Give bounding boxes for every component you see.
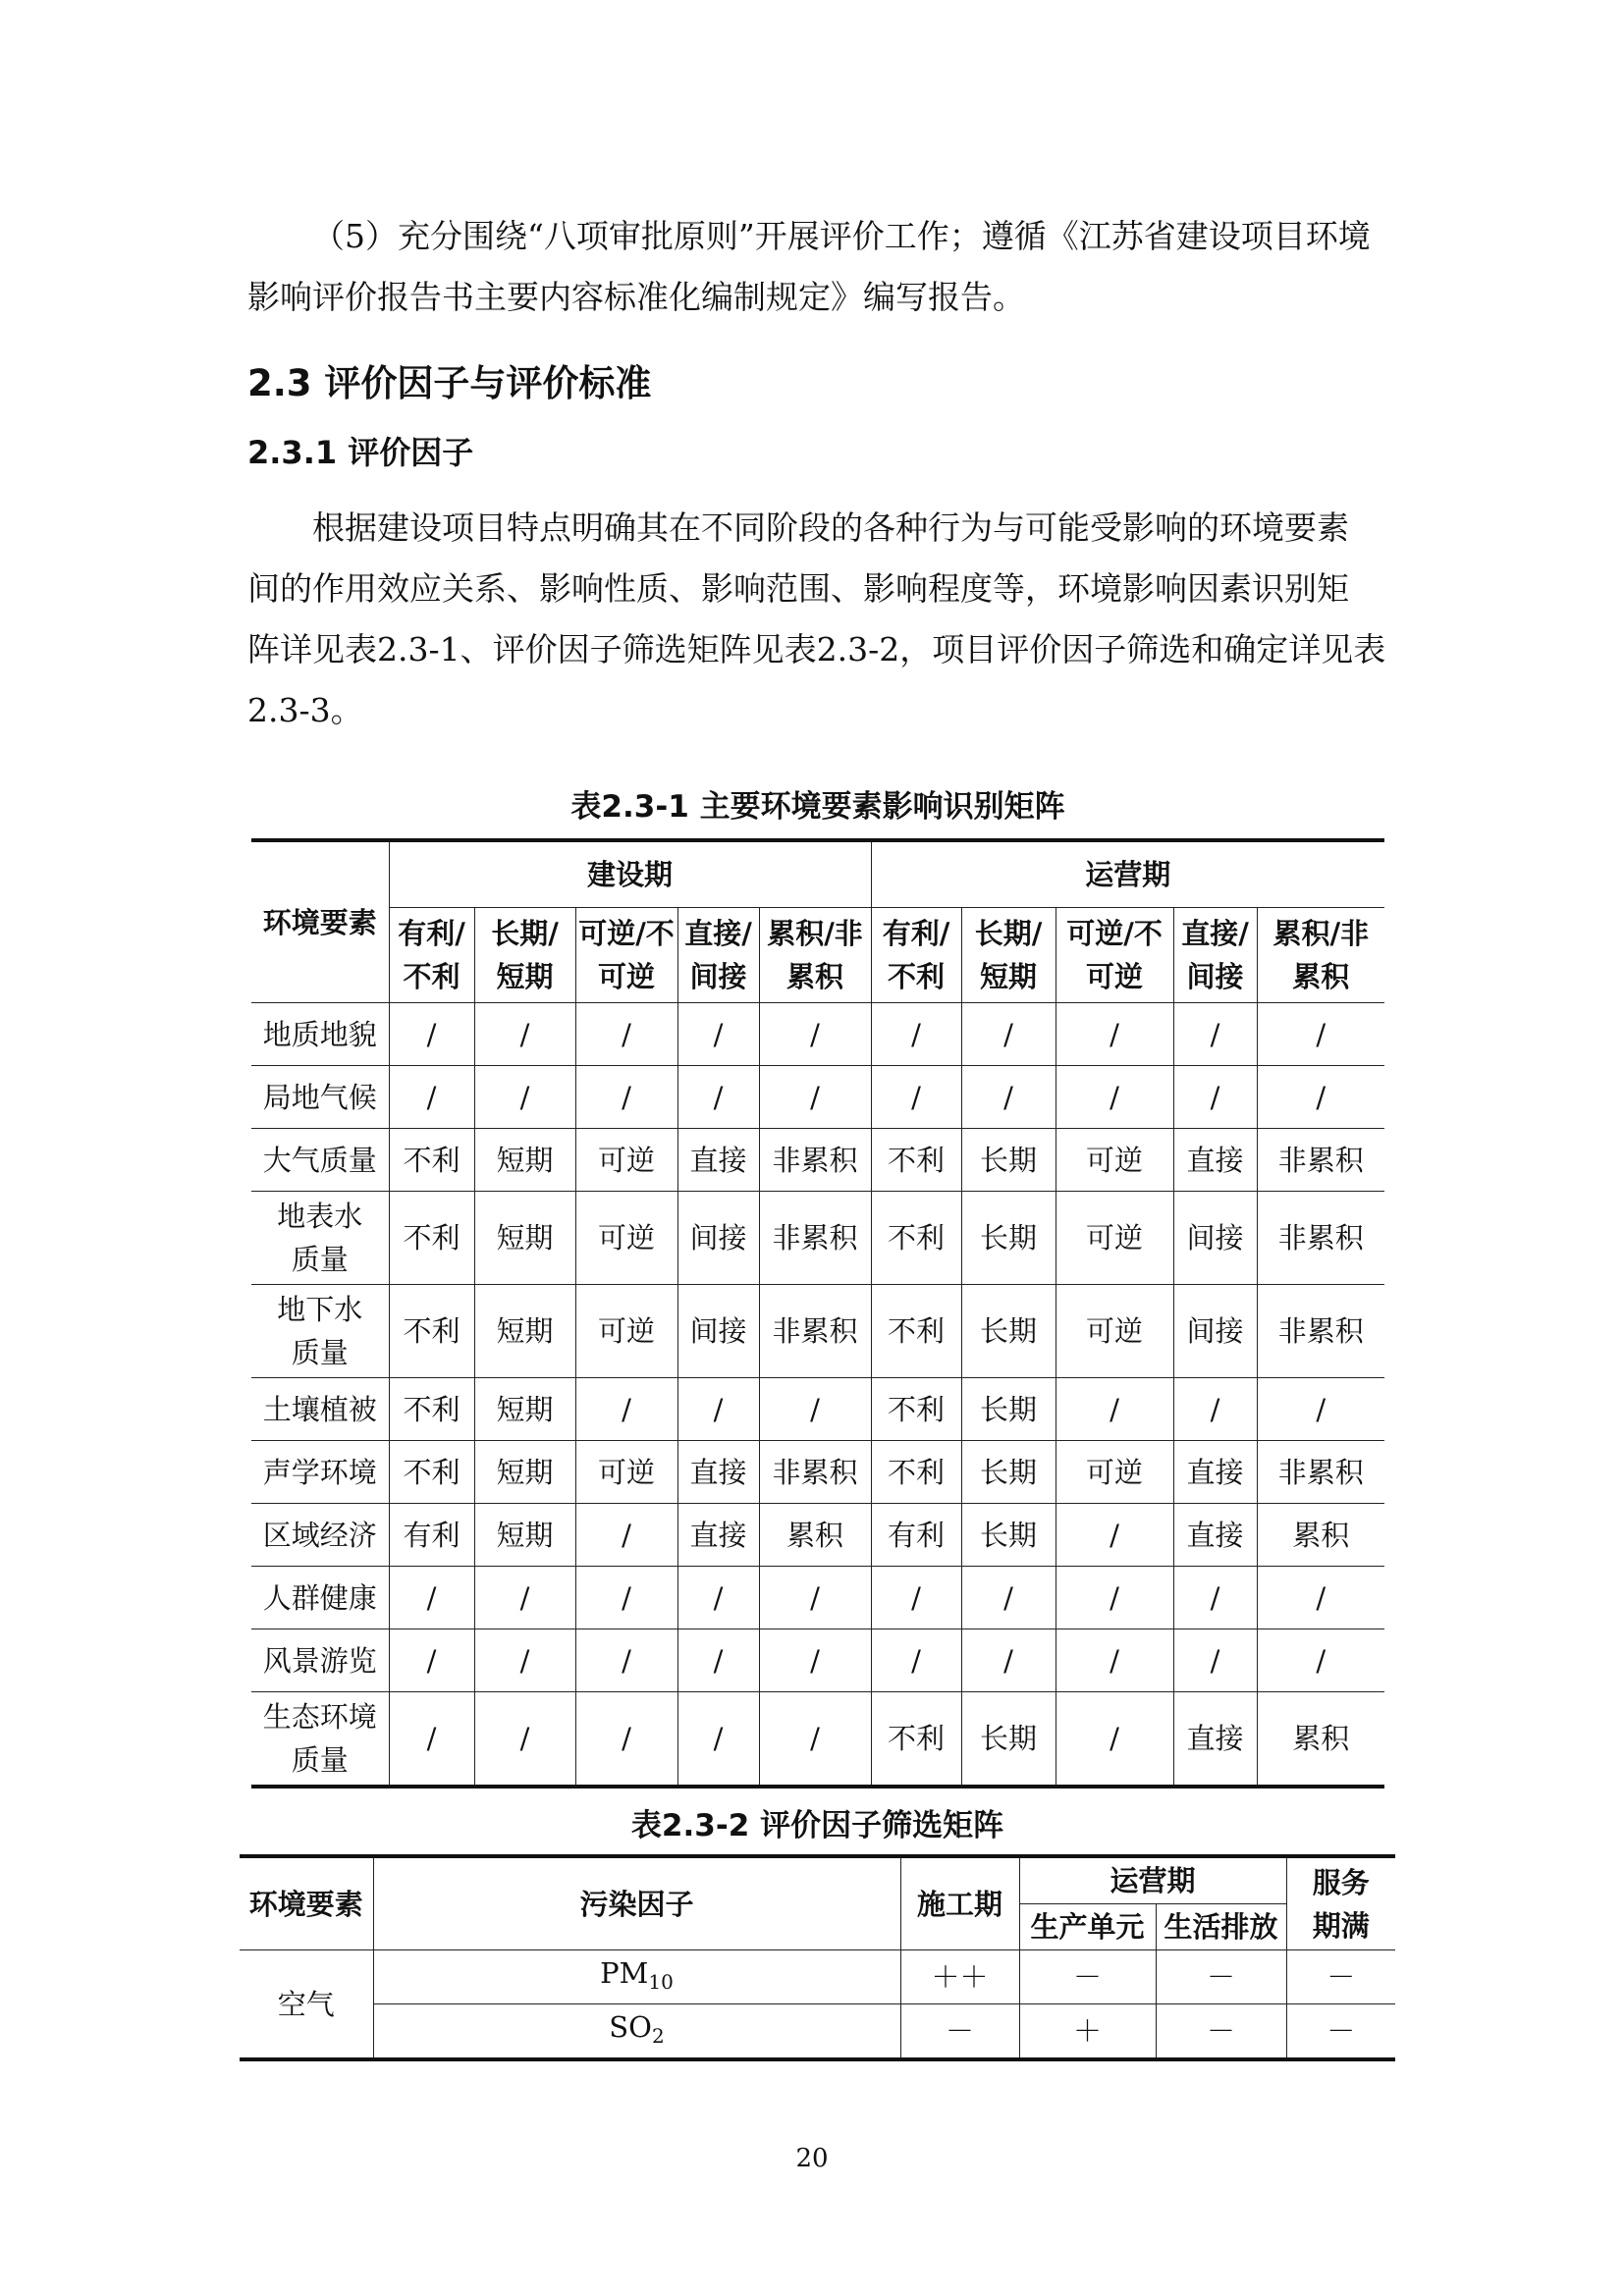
table-cell: / xyxy=(389,1629,474,1692)
row-label xyxy=(251,1567,389,1629)
table-cell: 直接 xyxy=(677,1441,759,1504)
factor-main: PM xyxy=(600,1955,649,1990)
column-subheader xyxy=(1173,908,1257,1003)
table-cell: / xyxy=(1173,1066,1257,1129)
table-cell-service: － xyxy=(1286,1950,1395,2004)
row-label xyxy=(251,1378,389,1441)
table-cell: 非累积 xyxy=(759,1441,871,1504)
table-cell: 不利 xyxy=(871,1129,961,1192)
table-cell: 不利 xyxy=(389,1378,474,1441)
section-heading: 2.3 评价因子与评价标准 xyxy=(247,362,652,404)
cell-text-line: 地表水 xyxy=(277,1200,363,1233)
header-row xyxy=(240,1856,1395,1904)
table-cell-service: － xyxy=(1286,2004,1395,2060)
table-cell: 非累积 xyxy=(1257,1285,1384,1378)
paragraph-line: 间的作用效应关系、影响性质、影响范围、影响程度等，环境影响因素识别矩 xyxy=(247,569,1349,608)
column-header-service-end xyxy=(1286,1856,1395,1950)
table-cell: 不利 xyxy=(871,1378,961,1441)
table-cell: 直接 xyxy=(677,1129,759,1192)
table-cell: 累积 xyxy=(1257,1504,1384,1567)
table-cell: 可逆 xyxy=(1056,1129,1173,1192)
table-cell: 直接 xyxy=(677,1504,759,1567)
cell-text-line: 累积 xyxy=(1292,960,1350,993)
cell-text-line: 可逆/不 xyxy=(578,917,675,950)
table-cell: 间接 xyxy=(677,1192,759,1285)
table-cell: / xyxy=(389,1567,474,1629)
table-cell: 长期 xyxy=(961,1378,1056,1441)
table-cell: / xyxy=(575,1066,677,1129)
table-row xyxy=(240,1950,1395,2004)
cell-text-line: 风景游览 xyxy=(262,1643,377,1678)
table-cell: 可逆 xyxy=(575,1441,677,1504)
cell-text-line: 长期/ xyxy=(974,917,1043,950)
column-subheader xyxy=(759,908,871,1003)
factor-screening-matrix xyxy=(240,1854,1395,2061)
cell-text-line: 大气质量 xyxy=(262,1143,377,1177)
table-cell: 长期 xyxy=(961,1692,1056,1788)
table-cell: 不利 xyxy=(389,1192,474,1285)
table-cell: / xyxy=(961,1567,1056,1629)
row-label xyxy=(251,1192,389,1285)
table-cell-production: ＋ xyxy=(1019,2004,1156,2060)
table-cell: 长期 xyxy=(961,1504,1056,1567)
cell-text-line: 生态环境 xyxy=(262,1700,377,1734)
paragraph-line: 2.3-3。 xyxy=(247,691,363,729)
table-cell: 非累积 xyxy=(759,1285,871,1378)
table-row xyxy=(251,1629,1384,1692)
cell-text-line: 地质地貌 xyxy=(262,1017,377,1051)
cell-text-line: 累积/非 xyxy=(767,917,863,950)
table-cell: / xyxy=(474,1629,575,1692)
table-cell: / xyxy=(759,1567,871,1629)
table-cell: / xyxy=(1257,1066,1384,1129)
row-label xyxy=(251,1441,389,1504)
impact-identification-matrix xyxy=(251,838,1384,1789)
cell-text-line: 质量 xyxy=(291,1743,349,1777)
cell-text-line: 服务 xyxy=(1312,1865,1370,1899)
table-cell: 非累积 xyxy=(1257,1192,1384,1285)
table-cell: / xyxy=(871,1066,961,1129)
row-label xyxy=(251,1066,389,1129)
table-cell: / xyxy=(871,1567,961,1629)
group-label-air: 空气 xyxy=(240,1950,373,2060)
table-cell: 间接 xyxy=(1173,1285,1257,1378)
table-cell: 短期 xyxy=(474,1129,575,1192)
column-header-factor: 污染因子 xyxy=(373,1856,900,1950)
table-cell: 直接 xyxy=(1173,1129,1257,1192)
table-cell: / xyxy=(474,1567,575,1629)
table-cell: 短期 xyxy=(474,1504,575,1567)
table-cell: 长期 xyxy=(961,1192,1056,1285)
table-cell: / xyxy=(575,1629,677,1692)
cell-text-line: 短期 xyxy=(496,960,554,993)
table-cell: / xyxy=(474,1692,575,1788)
header-row xyxy=(251,840,1384,908)
table-row xyxy=(251,1066,1384,1129)
table-cell: 不利 xyxy=(871,1441,961,1504)
table-cell: / xyxy=(575,1692,677,1788)
table-cell: / xyxy=(677,1378,759,1441)
table-cell: 短期 xyxy=(474,1192,575,1285)
table-cell: / xyxy=(677,1003,759,1066)
factor-subscript: 10 xyxy=(648,1969,674,1994)
table-cell: 非累积 xyxy=(1257,1441,1384,1504)
table-row xyxy=(251,1441,1384,1504)
table-cell: 可逆 xyxy=(1056,1285,1173,1378)
paragraph-line: 影响评价报告书主要内容标准化编制规定》编写报告。 xyxy=(247,278,1025,316)
paragraph-factors-intro xyxy=(247,498,1386,741)
table-cell: 有利 xyxy=(871,1504,961,1567)
cell-text-line: 有利/ xyxy=(882,917,950,950)
table-cell: / xyxy=(759,1378,871,1441)
cell-text-line: 质量 xyxy=(291,1243,349,1276)
table-cell: / xyxy=(961,1629,1056,1692)
table-cell: 不利 xyxy=(871,1692,961,1788)
table-cell: / xyxy=(759,1066,871,1129)
column-header-construction-phase: 建设期 xyxy=(389,840,871,908)
table-cell: 直接 xyxy=(1173,1692,1257,1788)
table-cell: 直接 xyxy=(1173,1441,1257,1504)
cell-text-line: 累积/非 xyxy=(1272,917,1370,950)
table-row xyxy=(251,1192,1384,1285)
table-row xyxy=(251,1285,1384,1378)
table-cell: / xyxy=(677,1692,759,1788)
paragraph-line: 根据建设项目特点明确其在不同阶段的各种行为与可能受影响的环境要素 xyxy=(312,508,1349,547)
subsection-heading: 2.3.1 评价因子 xyxy=(247,434,474,471)
table-row xyxy=(251,1003,1384,1066)
table-cell: / xyxy=(575,1504,677,1567)
cell-text-line: 局地气候 xyxy=(262,1080,377,1114)
table-cell: / xyxy=(961,1003,1056,1066)
row-label xyxy=(251,1504,389,1567)
cell-text-line: 地下水 xyxy=(277,1293,363,1326)
column-header-env: 环境要素 xyxy=(240,1856,373,1950)
column-subheader xyxy=(575,908,677,1003)
table-cell: 不利 xyxy=(871,1192,961,1285)
row-label xyxy=(251,1692,389,1788)
table-cell: / xyxy=(575,1567,677,1629)
factor-subscript: 2 xyxy=(651,2023,665,2048)
column-subheader xyxy=(474,908,575,1003)
cell-text-line: 直接/ xyxy=(684,917,752,950)
table-cell: 间接 xyxy=(677,1285,759,1378)
table-cell: / xyxy=(759,1629,871,1692)
cell-text-line: 不利 xyxy=(888,960,946,993)
table-cell: / xyxy=(1173,1003,1257,1066)
table-cell: / xyxy=(389,1003,474,1066)
table-cell: / xyxy=(1056,1504,1173,1567)
table-cell: 不利 xyxy=(389,1129,474,1192)
table-cell: / xyxy=(1257,1567,1384,1629)
column-header-operation: 运营期 xyxy=(1019,1856,1286,1904)
table-cell: 短期 xyxy=(474,1285,575,1378)
table-cell: 短期 xyxy=(474,1441,575,1504)
factor-main: SO xyxy=(609,2009,652,2044)
table-cell: 不利 xyxy=(871,1285,961,1378)
column-header-production: 生产单元 xyxy=(1019,1904,1156,1950)
table-cell: 可逆 xyxy=(575,1285,677,1378)
cell-text-line: 间接 xyxy=(689,960,747,993)
column-header-construction: 施工期 xyxy=(900,1856,1019,1950)
table-cell: / xyxy=(389,1692,474,1788)
row-label xyxy=(251,1003,389,1066)
table-cell: / xyxy=(1056,1629,1173,1692)
table-cell-construction: ＋＋ xyxy=(900,1950,1019,2004)
table-cell: / xyxy=(1056,1003,1173,1066)
cell-text-line: 期满 xyxy=(1312,1908,1370,1943)
column-subheader xyxy=(1257,908,1384,1003)
table-cell: / xyxy=(1257,1378,1384,1441)
row-label xyxy=(251,1285,389,1378)
cell-text-line: 声学环境 xyxy=(262,1455,377,1489)
cell-text-line: 有利/ xyxy=(398,917,465,950)
cell-text-line: 不利 xyxy=(403,960,460,993)
cell-text-line: 可逆 xyxy=(597,960,655,993)
cell-text-line: 土壤植被 xyxy=(262,1392,377,1426)
table-cell: / xyxy=(677,1629,759,1692)
cell-text-line: 区域经济 xyxy=(262,1518,377,1552)
table-cell: 非累积 xyxy=(759,1192,871,1285)
table-cell: / xyxy=(677,1066,759,1129)
table-cell: 间接 xyxy=(1173,1192,1257,1285)
table-cell: / xyxy=(1257,1629,1384,1692)
table-cell: 长期 xyxy=(961,1441,1056,1504)
page-number: 20 xyxy=(795,2144,829,2173)
table-cell: 长期 xyxy=(961,1285,1056,1378)
cell-text-line: 累积 xyxy=(786,960,844,993)
table-cell: / xyxy=(1056,1692,1173,1788)
table-cell-construction: － xyxy=(900,2004,1019,2060)
cell-text-line: 间接 xyxy=(1186,960,1244,993)
table-cell: / xyxy=(575,1003,677,1066)
table-row xyxy=(251,1567,1384,1629)
table-cell-living: － xyxy=(1156,2004,1286,2060)
table-cell: / xyxy=(871,1629,961,1692)
table-cell: 可逆 xyxy=(1056,1192,1173,1285)
column-header-living: 生活排放 xyxy=(1156,1904,1286,1950)
table-cell: / xyxy=(474,1066,575,1129)
column-header-env: 环境要素 xyxy=(251,840,389,1003)
table-cell: 累积 xyxy=(759,1504,871,1567)
table-row xyxy=(251,1504,1384,1567)
row-label xyxy=(251,1629,389,1692)
table-cell: 直接 xyxy=(1173,1504,1257,1567)
table-cell: 长期 xyxy=(961,1129,1056,1192)
table-cell: 累积 xyxy=(1257,1692,1384,1788)
table-cell: 不利 xyxy=(389,1285,474,1378)
table-cell: / xyxy=(677,1567,759,1629)
column-subheader xyxy=(961,908,1056,1003)
table-cell: / xyxy=(1173,1378,1257,1441)
table-cell: / xyxy=(1257,1003,1384,1066)
column-subheader xyxy=(871,908,961,1003)
table-cell-living: － xyxy=(1156,1950,1286,2004)
table-cell: / xyxy=(474,1003,575,1066)
cell-text-line: 人群健康 xyxy=(262,1580,377,1615)
column-subheader xyxy=(1056,908,1173,1003)
cell-text-line: 可逆/不 xyxy=(1066,917,1163,950)
table-cell: 短期 xyxy=(474,1378,575,1441)
paragraph-principles xyxy=(247,206,1386,328)
cell-text-line: 短期 xyxy=(980,960,1038,993)
cell-text-line: 直接/ xyxy=(1181,917,1249,950)
table1-caption: 表2.3-1 主要环境要素影响识别矩阵 xyxy=(570,789,1065,825)
pollution-factor xyxy=(373,1950,900,2004)
table-cell: 可逆 xyxy=(575,1129,677,1192)
cell-text-line: 可逆 xyxy=(1086,960,1144,993)
table-cell: / xyxy=(961,1066,1056,1129)
table-cell: / xyxy=(759,1003,871,1066)
table-cell: 非累积 xyxy=(1257,1129,1384,1192)
table-cell: / xyxy=(1056,1378,1173,1441)
paragraph-line: （5）充分围绕“八项审批原则”开展评价工作；遵循《江苏省建设项目环境 xyxy=(312,217,1371,255)
table-cell: 可逆 xyxy=(1056,1441,1173,1504)
pollution-factor xyxy=(373,2004,900,2060)
table-row xyxy=(251,1692,1384,1788)
table-cell: / xyxy=(389,1066,474,1129)
table-cell: 有利 xyxy=(389,1504,474,1567)
table-cell: 不利 xyxy=(389,1441,474,1504)
cell-text-line: 长期/ xyxy=(491,917,559,950)
table-row xyxy=(251,1129,1384,1192)
table-cell: / xyxy=(575,1378,677,1441)
table-cell: / xyxy=(871,1003,961,1066)
table2-caption: 表2.3-2 评价因子筛选矩阵 xyxy=(630,1808,1004,1843)
table-row xyxy=(240,2004,1395,2060)
table-cell: / xyxy=(1173,1567,1257,1629)
table-cell: / xyxy=(1056,1567,1173,1629)
column-subheader xyxy=(677,908,759,1003)
table-cell: 非累积 xyxy=(759,1129,871,1192)
row-label xyxy=(251,1129,389,1192)
column-subheader xyxy=(389,908,474,1003)
cell-text-line: 质量 xyxy=(291,1336,349,1369)
table-cell: / xyxy=(759,1692,871,1788)
table-cell: / xyxy=(1056,1066,1173,1129)
column-header-operation-phase: 运营期 xyxy=(871,840,1384,908)
table-row xyxy=(251,1378,1384,1441)
table-cell: / xyxy=(1173,1629,1257,1692)
table-cell: 可逆 xyxy=(575,1192,677,1285)
paragraph-line: 阵详见表2.3-1、评价因子筛选矩阵见表2.3-2，项目评价因子筛选和确定详见表 xyxy=(247,630,1386,668)
subheader-row xyxy=(251,908,1384,1003)
table-cell-production: － xyxy=(1019,1950,1156,2004)
